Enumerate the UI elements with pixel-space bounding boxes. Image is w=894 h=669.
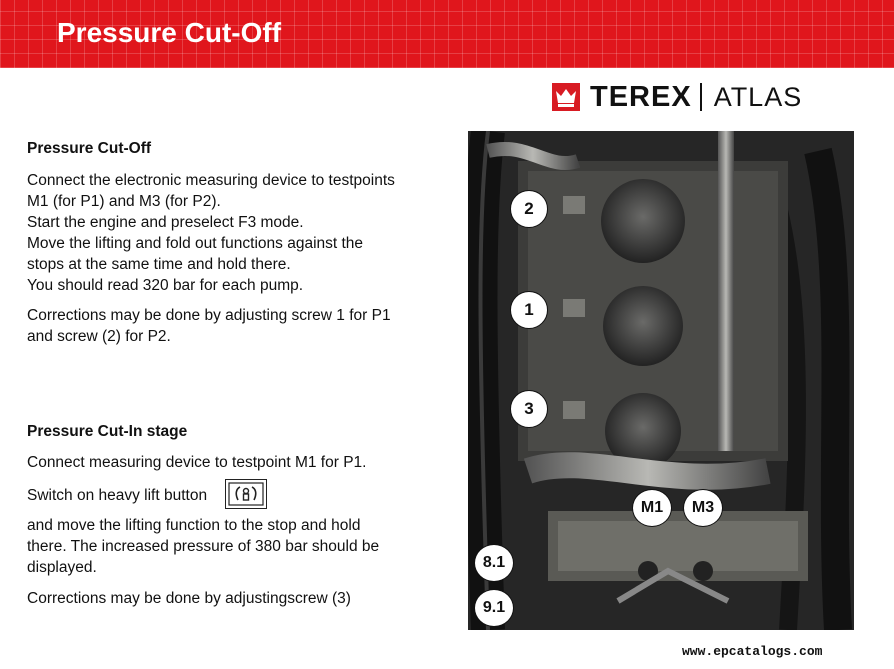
marker-m3: M3: [683, 489, 723, 527]
marker-2: 2: [510, 190, 548, 228]
logo-brand: TEREX: [590, 81, 692, 113]
section1-line: stops at the same time and hold there.: [27, 256, 291, 273]
section2-line: Connect measuring device to testpoint M1 for P1.: [27, 454, 367, 471]
terex-crown-icon: [552, 83, 580, 111]
section2-heavy-lift-row: [27, 481, 447, 511]
terex-atlas-logo: [552, 83, 802, 111]
hydraulic-pump-photo: [468, 131, 854, 630]
section2-line: there. The increased pressure of 380 bar should be: [27, 538, 380, 555]
heavy-lift-button-icon: [225, 479, 267, 509]
section2-correction: Corrections may be done by adjustingscrew (3): [27, 590, 351, 607]
section2-line: and move the lifting function to the stop and hold: [27, 517, 361, 534]
section1-line: You should read 320 bar for each pump.: [27, 277, 304, 294]
page-title: Pressure Cut-Off: [57, 17, 282, 48]
section1-line: Start the engine and preselect F3 mode.: [27, 214, 304, 231]
marker-m1: M1: [632, 489, 672, 527]
instructions: [27, 138, 447, 609]
marker-3: 3: [510, 390, 548, 428]
header-bar: [0, 0, 894, 68]
section1-correction: and screw (2) for P2.: [27, 328, 171, 345]
section1-correction: Corrections may be done by adjusting screw 1 for P1: [27, 307, 391, 324]
section2-line: Switch on heavy lift button: [27, 487, 208, 505]
marker-1: 1: [510, 291, 548, 329]
section2-line: displayed.: [27, 559, 97, 576]
section1-line: Connect the electronic measuring device to testpoints: [27, 172, 395, 189]
marker-8-1: 8.1: [474, 544, 514, 582]
footer-url: www.epcatalogs.com: [682, 644, 823, 659]
section1-heading: Pressure Cut-Off: [27, 140, 152, 157]
logo-partner: ATLAS: [713, 82, 803, 112]
logo-divider: [700, 83, 702, 111]
section1-line: Move the lifting and fold out functions against the: [27, 235, 364, 252]
section1-line: M1 (for P1) and M3 (for P2).: [27, 193, 221, 210]
marker-9-1: 9.1: [474, 589, 514, 627]
section2-heading: Pressure Cut-In stage: [27, 423, 188, 440]
